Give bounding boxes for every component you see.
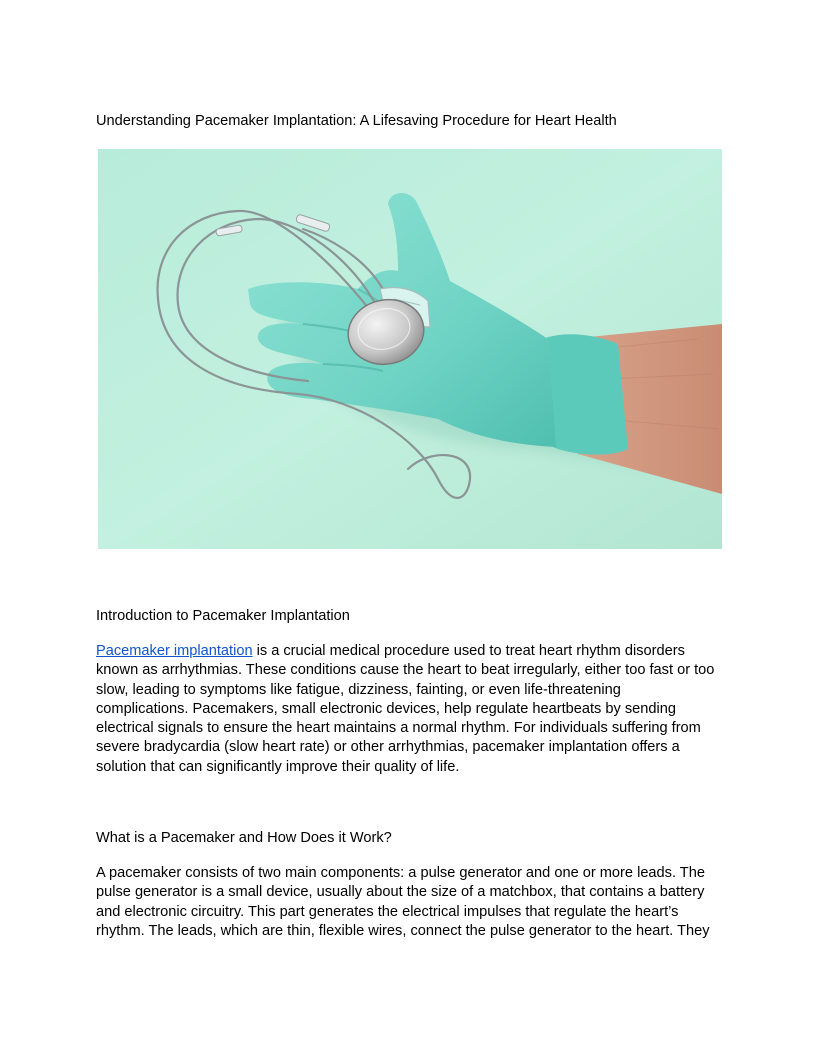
paragraph-line: electrical signals to ensure the heart maintains a normal rhythm. For individuals suffering from <box>96 720 701 737</box>
paragraph-line: severe bradycardia (slow heart rate) or other arrhythmias, pacemaker implantation offers a <box>96 739 680 756</box>
section-heading-what-is-pacemaker: What is a Pacemaker and How Does it Work? <box>96 830 392 846</box>
pacemaker-implantation-link[interactable]: Pacemaker implantation <box>96 643 253 659</box>
paragraph-line: rhythm. The leads, which are thin, flexible wires, connect the pulse generator to the heart. They <box>96 922 710 939</box>
hero-image <box>98 149 722 549</box>
document-title: Understanding Pacemaker Implantation: A Lifesaving Procedure for Heart Health <box>96 113 617 129</box>
paragraph-line <box>96 642 724 661</box>
paragraph-line: A pacemaker consists of two main components: a pulse generator and one or more leads. The <box>96 865 705 881</box>
paragraph-line: complications. Pacemakers, small electronic devices, help regulate heartbeats by sending <box>96 700 676 717</box>
paragraph-what-is-pacemaker <box>96 864 724 941</box>
paragraph-line: slow, leading to symptoms like fatigue, dizziness, fainting, or even life-threatening <box>96 681 621 698</box>
paragraph-line: and electronic circuitry. This part generates the electrical impulses that regulate the heart’s <box>96 903 679 920</box>
section-heading-introduction: Introduction to Pacemaker Implantation <box>96 608 350 624</box>
pacemaker-in-gloved-hand-photo-icon <box>98 149 722 549</box>
paragraph-line: pulse generator is a small device, usually about the size of a matchbox, that contains a battery <box>96 884 705 901</box>
paragraph-introduction <box>96 642 724 777</box>
paragraph-line: known as arrhythmias. These conditions cause the heart to beat irregularly, either too fast or too <box>96 662 715 679</box>
paragraph-line: solution that can significantly improve their quality of life. <box>96 758 460 775</box>
paragraph-text: is a crucial medical procedure used to treat heart rhythm disorders <box>252 643 685 659</box>
